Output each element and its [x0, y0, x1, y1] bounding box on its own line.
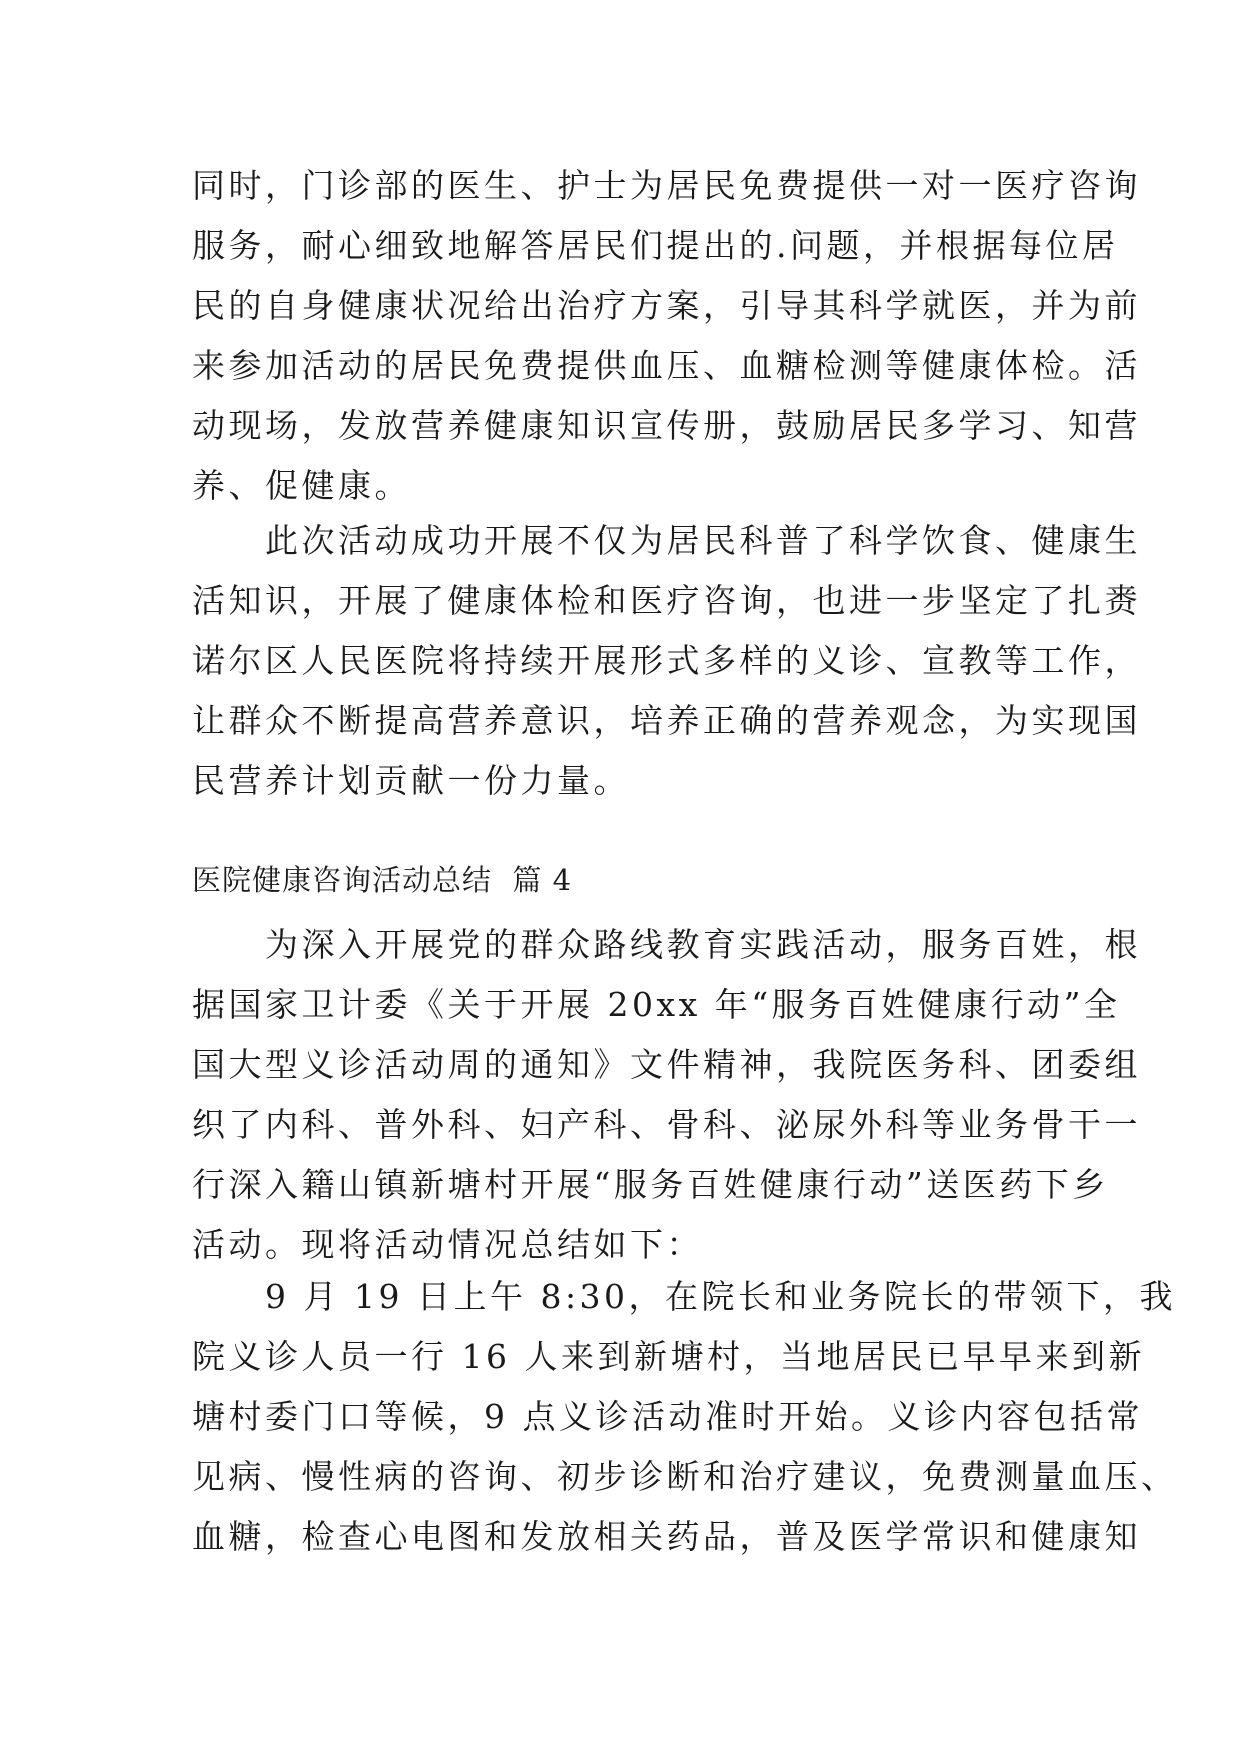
paragraph-1 — [192, 156, 1141, 516]
text-line: 动现场，发放营养健康知识宣传册，鼓励居民多学习、知营 — [192, 406, 1141, 445]
text-line: 见病、慢性病的咨询、初步诊断和治疗建议，免费测量血压、 — [192, 1457, 1178, 1496]
text-line: 同时，门诊部的医生、护士为居民免费提供一对一医疗咨询 — [192, 166, 1141, 205]
section-heading: 医院健康咨询活动总结 篇 4 — [192, 863, 573, 897]
text-line: 为深入开展党的群众路线教育实践活动，服务百姓，根 — [192, 925, 1141, 964]
text-line: 院义诊人员一行 16 人来到新塘村，当地居民已早早来到新 — [192, 1337, 1145, 1376]
text-line: 塘村委门口等候，9 点义诊活动准时开始。义诊内容包括常 — [192, 1397, 1143, 1436]
text-line: 活知识，开展了健康体检和医疗咨询，也进一步坚定了扎赉 — [192, 581, 1141, 620]
paragraph-3 — [192, 915, 1141, 1275]
text-line: 行深入籍山镇新塘村开展“服务百姓健康行动”送医药下乡 — [192, 1165, 1109, 1204]
text-line: 服务，耐心细致地解答居民们提出的.问题，并根据每位居 — [192, 226, 1119, 265]
text-line: 国大型义诊活动周的通知》文件精神，我院医务科、团委组 — [192, 1045, 1141, 1084]
text-line: 诺尔区人民医院将持续开展形式多样的义诊、宣教等工作， — [192, 641, 1141, 680]
text-line: 民的自身健康状况给出治疗方案，引导其科学就医，并为前 — [192, 286, 1141, 325]
text-line: 此次活动成功开展不仅为居民科普了科学饮食、健康生 — [192, 521, 1141, 560]
text-line: 活动。现将活动情况总结如下： — [192, 1225, 703, 1264]
text-line: 养、促健康。 — [192, 466, 411, 505]
text-line: 来参加活动的居民免费提供血压、血糖检测等健康体检。活 — [192, 346, 1141, 385]
text-line: 据国家卫计委《关于开展 20xx 年“服务百姓健康行动”全 — [192, 985, 1121, 1024]
text-line: 让群众不断提高营养意识，培养正确的营养观念，为实现国 — [192, 701, 1141, 740]
text-line: 民营养计划贡献一份力量。 — [192, 761, 630, 800]
paragraph-4 — [192, 1267, 1178, 1567]
text-line: 9 月 19 日上午 8:30，在院长和业务院长的带领下，我 — [192, 1277, 1177, 1316]
text-line: 血糖，检查心电图和发放相关药品，普及医学常识和健康知 — [192, 1517, 1141, 1556]
paragraph-2 — [192, 511, 1141, 811]
text-line: 织了内科、普外科、妇产科、骨科、泌尿外科等业务骨干一 — [192, 1105, 1141, 1144]
